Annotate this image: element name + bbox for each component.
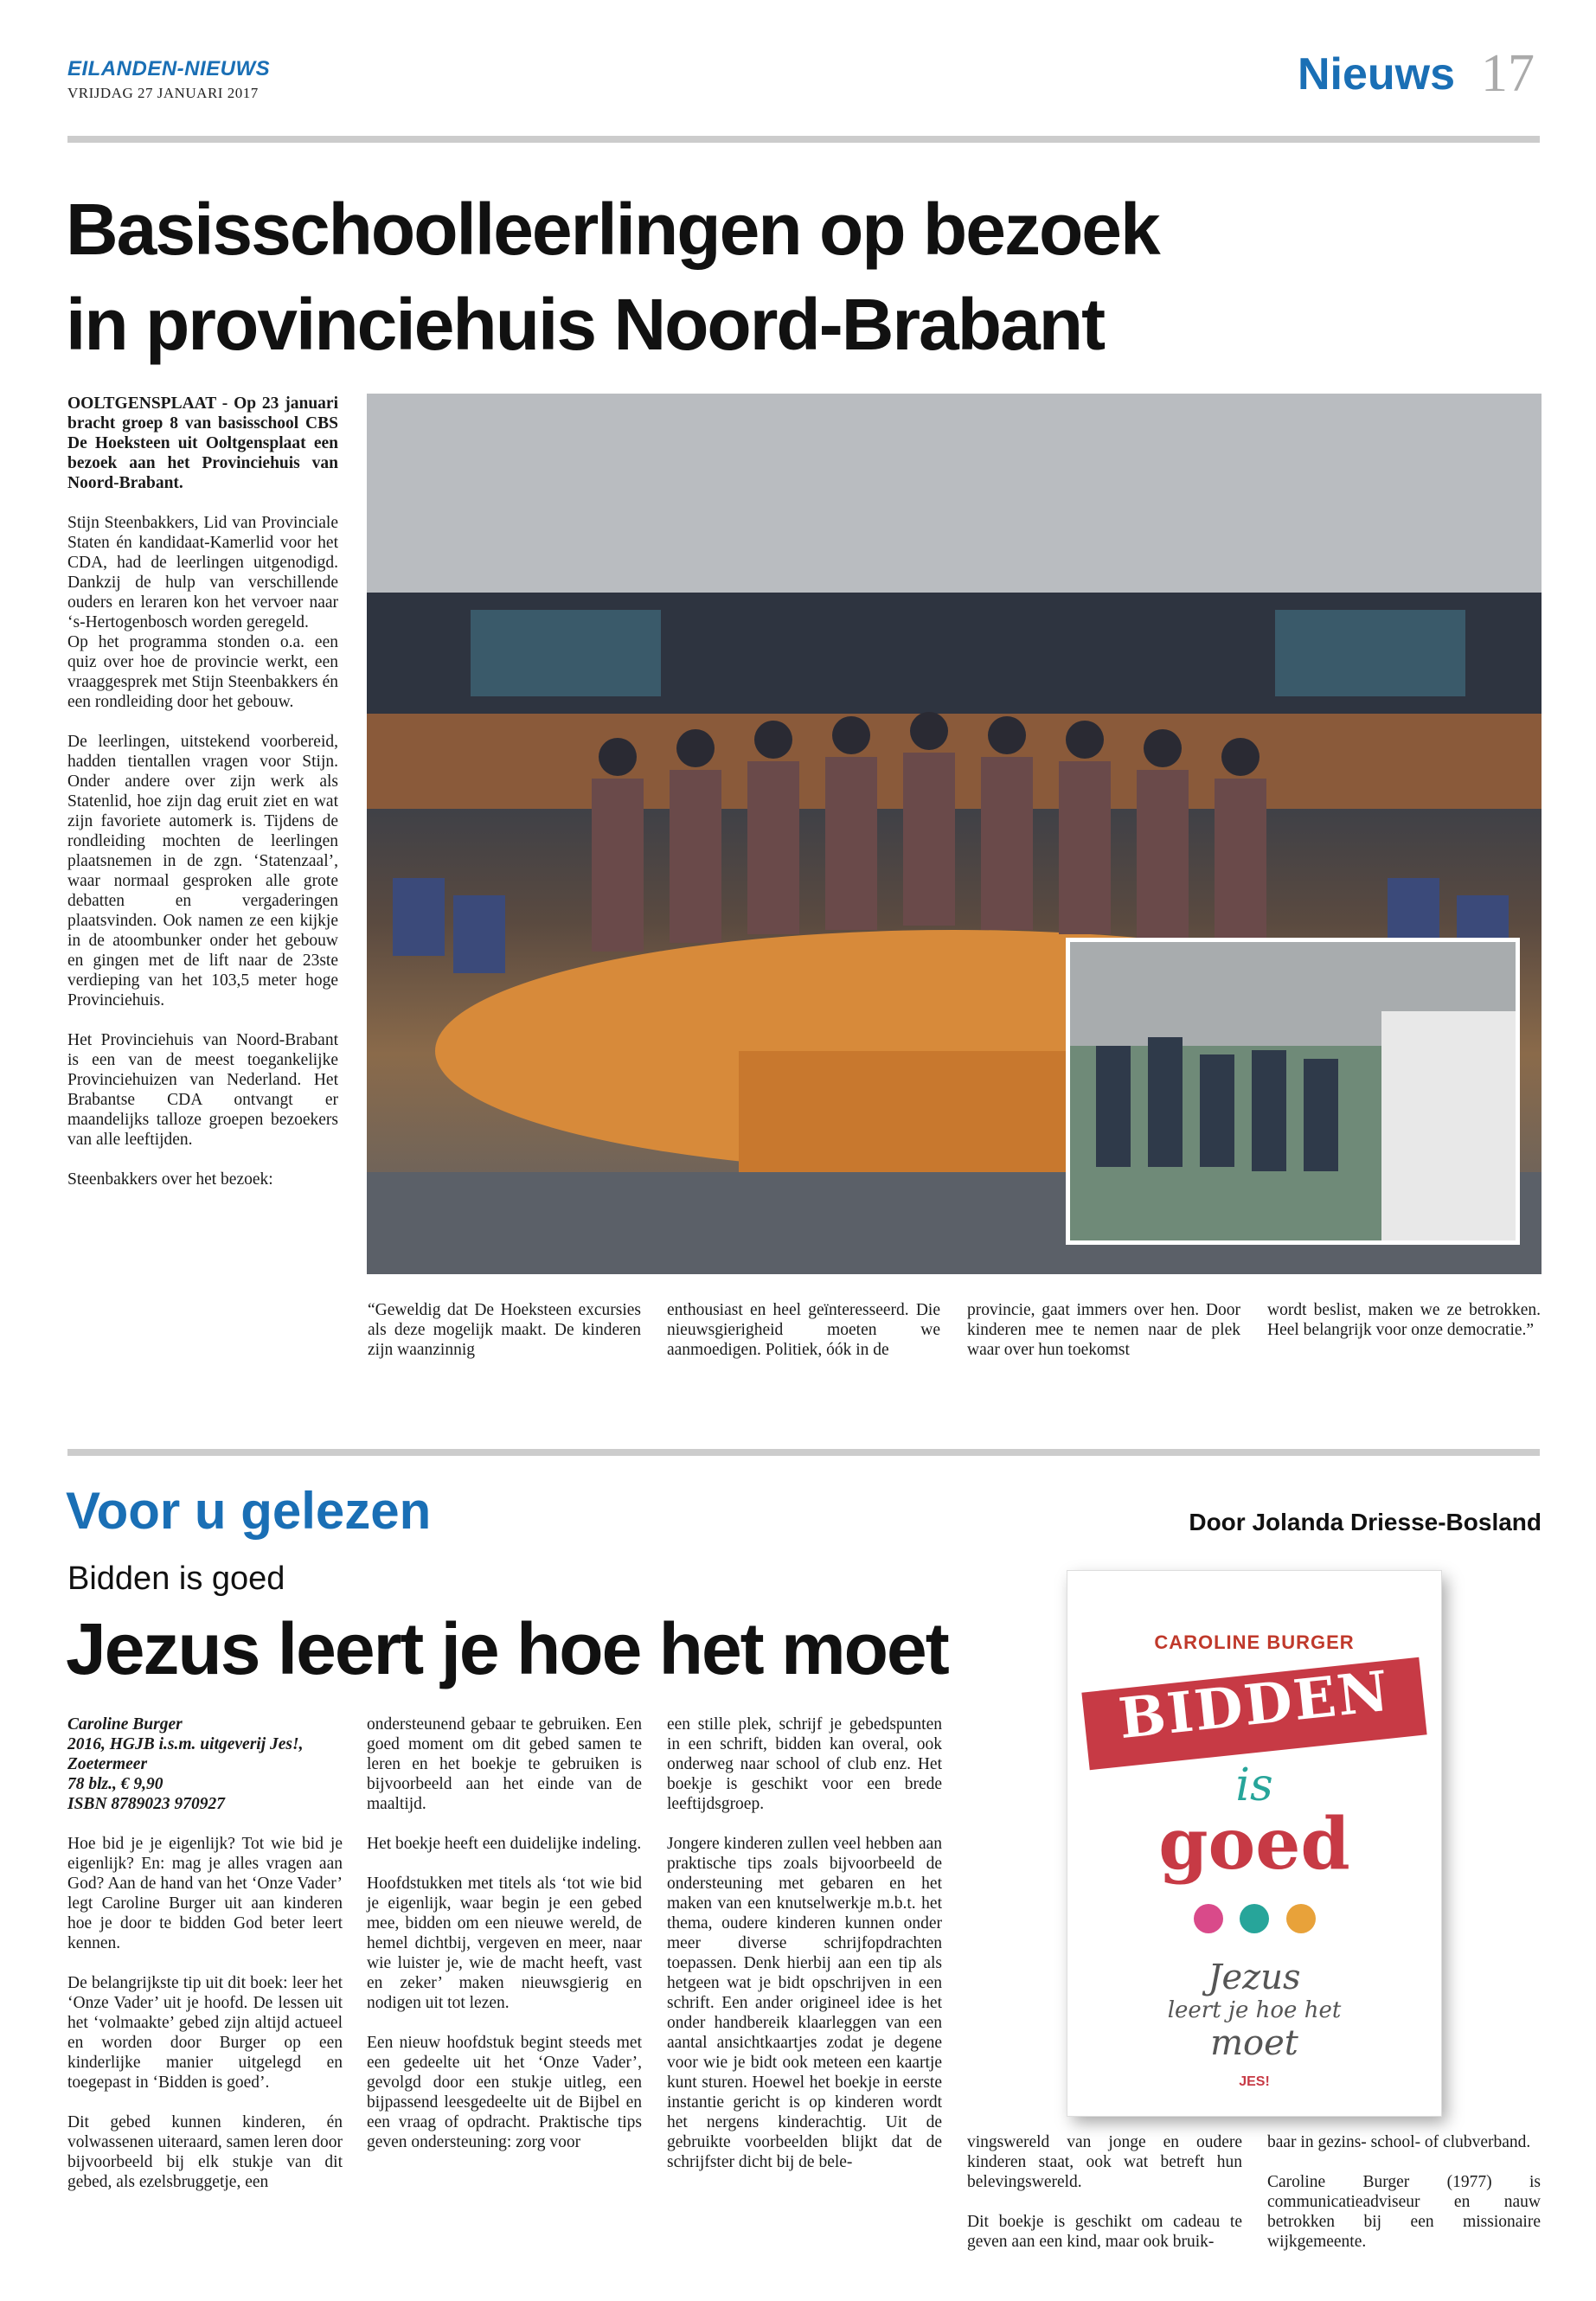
book-cover-image (1067, 1571, 1441, 2116)
review-paragraph: Hoofdstukken met titels als ‘tot wie bid je eigenlijk, waar begin je een gebed mee, bidden om een nieuwe wereld, de hemel dichtbij, vergeven en meer, naar wie luister je, wie de macht heeft, vast en zeker’ maken nieuwsgierig en nodigen uit tot lezen. (367, 1875, 642, 2012)
review-column-1 (67, 1715, 343, 2212)
review-paragraph: baar in gezins- school- of clubverband. (1267, 2133, 1531, 2151)
paper-name: EILANDEN-NIEUWS (67, 57, 271, 80)
review-section-title: Voor u gelezen (66, 1482, 432, 1540)
issue-date: VRIJDAG 27 JANUARI 2017 (67, 85, 259, 101)
quote-column-4: wordt beslist, maken we ze betrokken. Heel belangrijk voor onze democratie.” (1267, 1301, 1541, 1339)
article1-paragraph: De leerlingen, uitstekend voorbereid, hadden tientallen vragen voor Stijn. Onder andere over zijn werk als Statenlid, hoe zijn dag eruit ziet en wat zijn favoriete automerk is. Tijdens de rondleiding mochten de leerlingen plaatsnemen in de zgn. ‘Statenzaal’, waar normaal gesproken alle grote debatten en vergaderingen plaatsvinden. Ook namen ze een kijkje in de atoombunker onder het gebouw en gingen met de lift naar de 23ste verdieping van het 103,5 meter hoge Provinciehuis. (67, 733, 338, 1009)
book-cover-subtitle-line3: moet (1210, 2023, 1298, 2063)
review-column-3 (667, 1715, 942, 2192)
review-paragraph: vingswereld van jonge en oudere kinderen staat, ook wat betreft hun belevingswereld. (967, 2133, 1242, 2191)
top-rule (67, 136, 1540, 143)
circle-icon (1286, 1904, 1316, 1933)
quote-column-2: enthousiast en heel geïnteresseerd. Die nieuwsgierigheid moeten we aanmoedigen. Politiek, óók in de (667, 1301, 940, 1359)
book-cover-title-bidden: BIDDEN (1115, 1658, 1394, 1753)
review-paragraph: Een nieuw hoofdstuk begint steeds met een gedeelte uit het ‘Onze Vader’, gevolgd door een stukje uitleg, een bijpassend leesgedeelte uit de Bijbel en een vraag of opdracht. Praktische tips geven ondersteuning: zorg voor (367, 2034, 642, 2151)
article1-headline (66, 182, 1277, 372)
article1-paragraph: Stijn Steenbakkers, Lid van Provinciale Staten én kandidaat-Kamerlid voor het CDA, had de leerlingen uitgenodigd. Dankzij de hulp van verschillende ouders en leraren kon het vervoer naar ‘s-Hertogenbosch worden geregeld. (67, 514, 338, 631)
article1-paragraph: Het Provinciehuis van Noord-Brabant is een van de meest toegankelijke Provinciehuizen van Nederland. Het Brabantse CDA ontvangt er maandelijks talloze groepen bezoekers van alle leeftijden. (67, 1031, 338, 1149)
quote-column-1: “Geweldig dat De Hoeksteen excursies als deze mogelijk maakt. De kinderen zijn waanzinnig (368, 1301, 641, 1359)
review-column-4 (967, 2132, 1242, 2272)
book-info-author: Caroline Burger (67, 1715, 183, 1734)
book-info (67, 1715, 343, 1814)
book-cover-subtitle-line2: leert je hoe het (1167, 1997, 1342, 2023)
review-paragraph: Jongere kinderen zullen veel hebben aan praktische tips zoals bijvoorbeeld de ondersteuning met gebaren en het maken van een knutselwerkje m.b.t. het thema, oudere kinderen kunnen onder meer diverse schrijfopdrachten toepassen. Denk hierbij aan een tip als hetgeen wat je bidt opschrijven in een schrift. Een ander origineel idee is het onder handbereik klaarleggen van een aantal ansichtkaartjes zodat je degene voor wie je bidt ook meteen een kaartje kunt sturen. Hoewel het boekje in eerste instantie gericht is op kinderen wordt het nergens kinderachtig. Uit de gebruikte voorbeelden blijkt dat de schrijfster dicht bij de bele- (667, 1835, 942, 2171)
article1-column-1 (67, 394, 338, 1209)
book-cover-publisher: JES! (1239, 2074, 1270, 2089)
review-kicker: Bidden is goed (67, 1561, 285, 1597)
review-paragraph: De belangrijkste tip uit dit boek: leer het ‘Onze Vader’ uit je hoofd. De lessen uit het ‘volmaakte’ gebed zijn altijd actueel en worden door Burger op een kinderlijke manier uitgelegd en toegepast in ‘Bidden is goed’. (67, 1974, 343, 2092)
review-paragraph: Het boekje heeft een duidelijke indeling. (367, 1835, 642, 1853)
page-number: 17 (1481, 44, 1535, 103)
circle-icon (1194, 1904, 1223, 1933)
review-paragraph: Caroline Burger (1977) is communicatieadviseur en nauw betrokken bij een missionaire wijkgemeente. (1267, 2173, 1541, 2251)
book-info-isbn: ISBN 8789023 970927 (67, 1795, 226, 1813)
book-info-edition: 2016, HGJB i.s.m. uitgeverij Jes!, (67, 1735, 304, 1753)
inset-tour-photo (1066, 938, 1520, 1245)
review-paragraph: Dit boekje is geschikt om cadeau te geven aan een kind, maar ook bruik- (967, 2213, 1242, 2251)
book-info-pages-price: 78 blz., € 9,90 (67, 1775, 163, 1793)
article1-paragraph: Op het programma stonden o.a. een quiz over hoe de provincie werkt, een vraaggesprek met Stijn Steenbakkers én een rondleiding door het gebouw. (67, 633, 338, 711)
book-cover-title-goed: goed (1158, 1803, 1350, 1886)
review-headline: Jezus leert je hoe het moet (66, 1608, 948, 1689)
book-cover-author: CAROLINE BURGER (1154, 1631, 1355, 1653)
review-paragraph: Dit gebed kunnen kinderen, én volwassenen uiteraard, samen leren door bijvoorbeeld bij elk stukje van dit gebed, als ezelsbruggetje, een (67, 2113, 343, 2191)
book-info-place: Zoetermeer (67, 1755, 148, 1773)
inset-photo-illustration (1070, 942, 1516, 1240)
review-byline: Door Jolanda Driesse-Bosland (1189, 1509, 1542, 1535)
article1-headline-line2: in provinciehuis Noord-Brabant (66, 284, 1105, 365)
review-paragraph: ondersteunend gebaar te gebruiken. Een goed moment om dit gebed samen te leren en het boekje te gebruiken is bijvoorbeeld aan het einde van de maaltijd. (367, 1715, 642, 1813)
book-cover-icons (1067, 1904, 1441, 1940)
review-column-5 (1267, 2132, 1541, 2272)
quote-column-3: provincie, gaat immers over hen. Door kinderen mee te nemen naar de plek waar over hun toekomst (967, 1301, 1240, 1359)
section-label: Nieuws (1298, 49, 1456, 99)
article1-paragraph: Steenbakkers over het bezoek: (67, 1170, 273, 1189)
section-divider (67, 1449, 1540, 1456)
article1-lead: OOLTGENSPLAAT - Op 23 januari bracht groep 8 van basisschool CBS De Hoeksteen uit Ooltgensplaat een bezoek aan het Provinciehuis van Noord-Brabant. (67, 394, 338, 492)
book-cover-subtitle-line1: Jezus (1208, 1958, 1301, 1997)
review-column-2 (367, 1715, 642, 2172)
circle-icon (1240, 1904, 1269, 1933)
book-cover-subtitle (1067, 1958, 1441, 2062)
review-paragraph: Hoe bid je je eigenlijk? Tot wie bid je eigenlijk? En: mag je alles vragen aan God? Aan de hand van het ‘Onze Vader’ legt Caroline Burger uit aan kinderen hoe je door te bidden God beter leert kennen. (67, 1835, 343, 1952)
review-paragraph: een stille plek, schrijf je gebedspunten in een schrift, bidden kan overal, ook onderweg naar school of club enz. Het boekje is geschikt voor een brede leeftijdsgroep. (667, 1715, 942, 1813)
article1-headline-line1: Basisschoolleerlingen op bezoek (66, 189, 1159, 270)
book-cover-title-is: is (1235, 1759, 1273, 1811)
